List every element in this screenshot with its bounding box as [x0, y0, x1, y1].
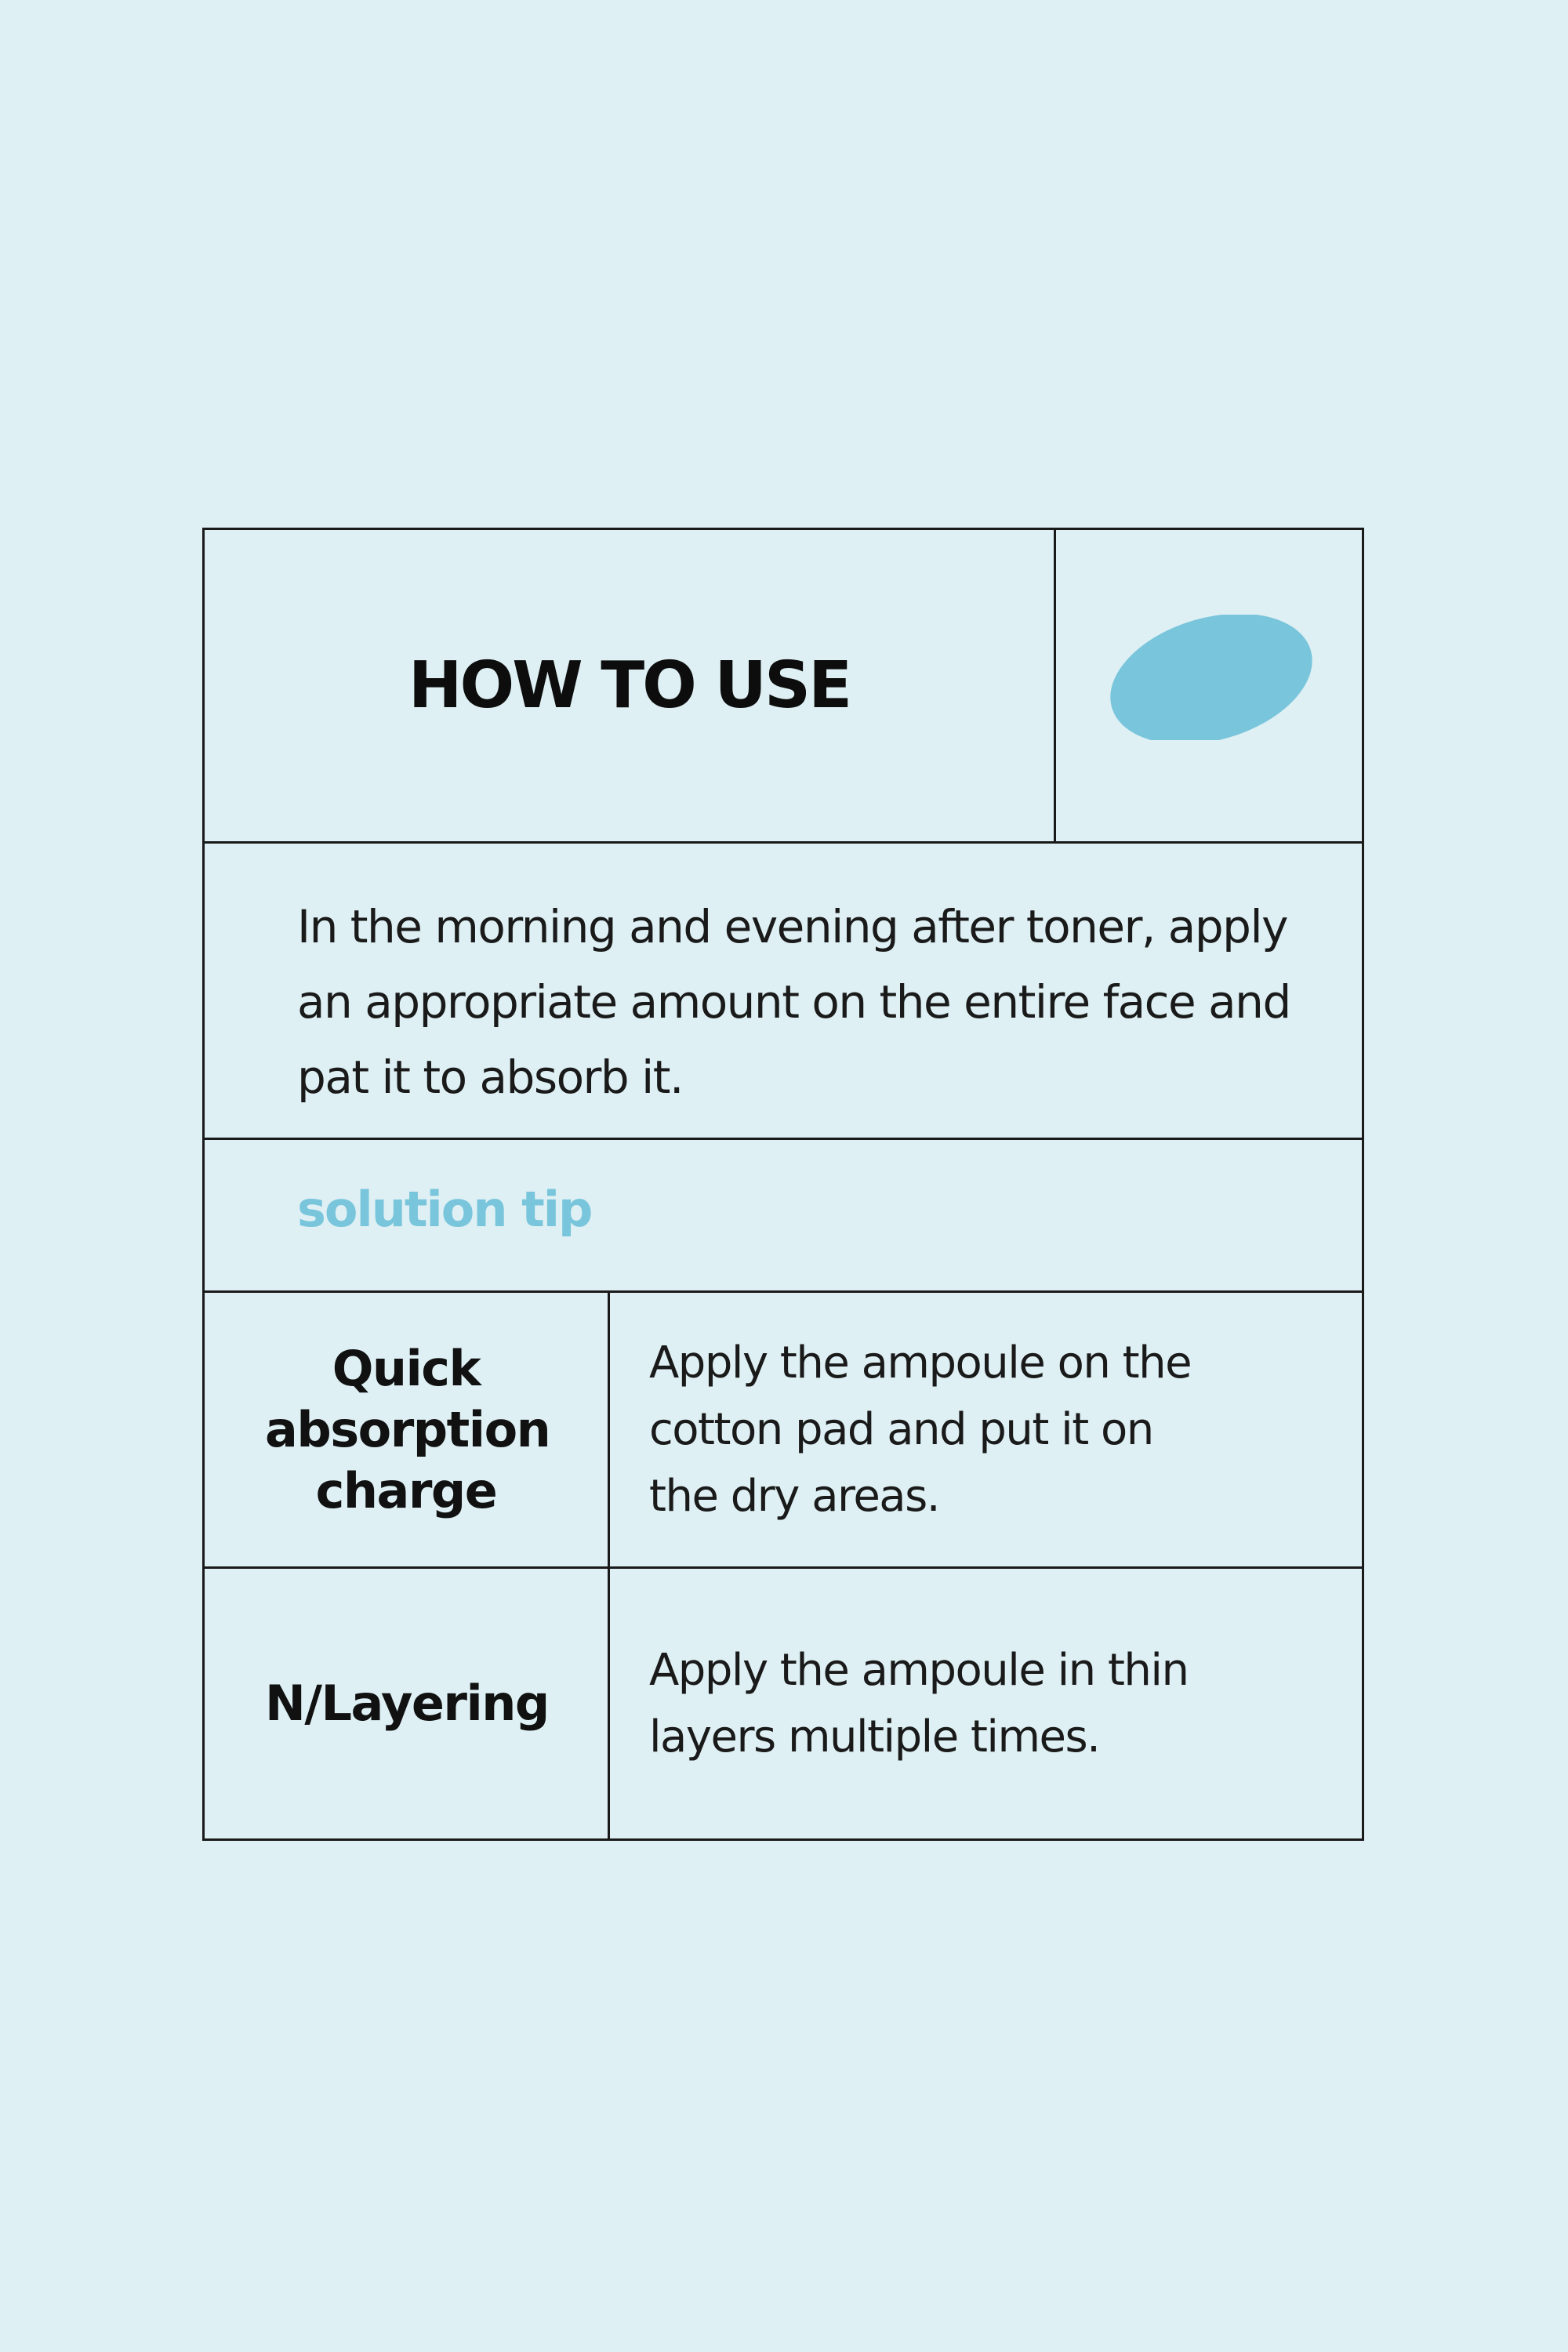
shape-cell — [1056, 530, 1362, 841]
method-row-quick-absorption — [205, 1293, 1362, 1569]
solution-tip-label: solution tip — [297, 1181, 592, 1238]
intro-text: In the morning and evening after toner, apply an appropriate amount on the entire face and pat it to absorb it. — [297, 900, 1290, 1104]
method-name: Quick absorption charge — [265, 1339, 550, 1519]
method-description: Apply the ampoule on the cotton pad and put it on the dry areas. — [649, 1338, 1192, 1522]
method-name-cell — [205, 1293, 610, 1566]
method-description-cell — [610, 1293, 1362, 1566]
intro-row — [205, 844, 1362, 1140]
method-name: N/Layering — [265, 1675, 549, 1732]
method-name-cell — [205, 1569, 610, 1838]
title-cell — [205, 530, 1056, 841]
tip-row — [205, 1140, 1362, 1293]
header-row — [205, 530, 1362, 844]
method-description: Apply the ampoule in thin layers multiple times. — [649, 1645, 1189, 1762]
how-to-use-card — [202, 528, 1364, 1841]
page-title: HOW TO USE — [408, 648, 851, 723]
oval-blob-icon — [1108, 615, 1315, 740]
method-row-layering — [205, 1569, 1362, 1838]
method-description-cell — [610, 1569, 1362, 1838]
